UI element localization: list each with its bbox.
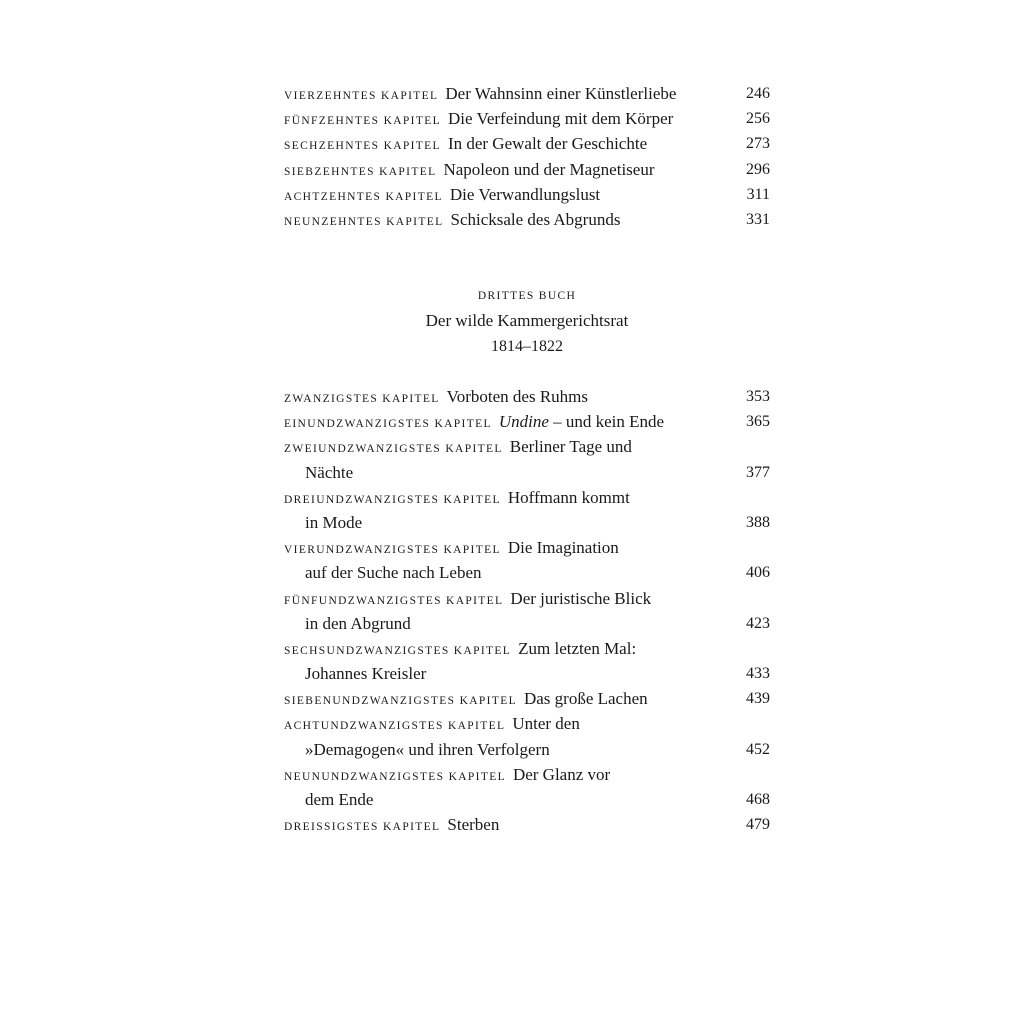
toc-entry-continuation[interactable] (284, 510, 770, 535)
chapter-title: In der Gewalt der Geschichte (447, 134, 648, 154)
page-number: 423 (746, 614, 770, 632)
chapter-title: Die Verfeindung mit dem Körper (447, 109, 674, 129)
toc-block-third-book (284, 384, 770, 837)
page-number: 246 (746, 85, 770, 102)
book-years: 1814–1822 (491, 338, 563, 355)
toc-entry-continuation[interactable] (284, 737, 770, 762)
chapter-label: SIEBENUNDZWANZIGSTES KAPITEL (284, 695, 517, 708)
chapter-label: SIEBZEHNTES KAPITEL (284, 165, 437, 178)
toc-entry[interactable] (284, 586, 770, 611)
chapter-title-continuation: dem Ende (305, 790, 374, 809)
chapter-label: DREISSIGSTES KAPITEL (284, 821, 441, 834)
chapter-title: Der juristische Blick (510, 588, 652, 608)
chapter-label: VIERZEHNTES KAPITEL (284, 90, 439, 102)
chapter-title: Der Wahnsinn einer Künstlerliebe (445, 84, 677, 103)
chapter-title-continuation: auf der Suche nach Leben (305, 563, 482, 583)
page-number: 468 (746, 791, 770, 808)
page-number: 256 (746, 110, 770, 128)
toc-entry[interactable] (284, 106, 770, 131)
chapter-title: Die Verwandlungslust (449, 184, 601, 204)
toc-entry[interactable] (284, 711, 770, 736)
page-number: 353 (746, 388, 770, 405)
toc-entry-continuation[interactable] (284, 560, 770, 585)
page-number: 365 (746, 413, 770, 431)
chapter-title-continuation: »Demagogen« und ihren Verfolgern (305, 739, 550, 759)
chapter-title: Vorboten des Ruhms (446, 387, 589, 406)
chapter-title-rest: – und kein Ende (548, 412, 665, 432)
toc-entry[interactable] (284, 207, 770, 232)
toc-entry[interactable] (284, 81, 770, 106)
chapter-title-continuation: Johannes Kreisler (305, 664, 427, 684)
chapter-title: Zum letzten Mal: (518, 638, 637, 658)
chapter-label: SECHZEHNTES KAPITEL (284, 140, 441, 153)
chapter-title: Unter den (512, 714, 580, 734)
toc-entry[interactable] (284, 182, 770, 207)
page-number: 433 (746, 665, 770, 683)
toc-entry[interactable] (284, 636, 770, 661)
toc-entry[interactable] (284, 384, 770, 409)
chapter-title (499, 412, 664, 431)
chapter-title-continuation: Nächte (305, 462, 354, 482)
chapter-label: FÜNFUNDZWANZIGSTES KAPITEL (284, 594, 504, 607)
chapter-title-italic: Undine (498, 412, 549, 432)
chapter-label: NEUNZEHNTES KAPITEL (284, 215, 444, 228)
toc-entry[interactable] (284, 409, 770, 434)
chapter-label: ZWEIUNDZWANZIGSTES KAPITEL (284, 443, 503, 456)
toc-entry-continuation[interactable] (284, 460, 770, 485)
toc-entry[interactable] (284, 535, 770, 560)
chapter-title-continuation: in Mode (305, 512, 363, 532)
chapter-title: Der Glanz vor (512, 764, 611, 784)
chapter-title: Das große Lachen (523, 689, 648, 709)
toc-entry-continuation[interactable] (284, 611, 770, 636)
page-number: 452 (746, 740, 770, 758)
toc-entry[interactable] (284, 131, 770, 156)
toc-entry[interactable] (284, 812, 770, 837)
chapter-label: ZWANZIGSTES KAPITEL (284, 393, 440, 405)
chapter-label: VIERUNDZWANZIGSTES KAPITEL (284, 544, 501, 557)
chapter-label: ACHTZEHNTES KAPITEL (284, 190, 443, 203)
chapter-title: Schicksale des Abgrunds (450, 209, 621, 229)
chapter-label: EINUNDZWANZIGSTES KAPITEL (284, 418, 492, 431)
book-label: DRITTES BUCH (477, 290, 577, 302)
toc-block-second-book-end (284, 81, 770, 232)
page-number: 331 (746, 210, 770, 228)
page-number: 377 (746, 463, 770, 481)
toc-entry[interactable] (284, 434, 770, 459)
page-number: 273 (746, 135, 770, 153)
toc-entry[interactable] (284, 157, 770, 182)
chapter-title: Die Imagination (507, 538, 619, 558)
page-number: 311 (746, 185, 770, 203)
chapter-label: ACHTUNDZWANZIGSTES KAPITEL (284, 720, 506, 733)
page-number: 479 (746, 816, 770, 834)
chapter-title: Hoffmann kommt (507, 487, 630, 507)
page-number: 406 (746, 564, 770, 582)
chapter-title: Sterben (447, 815, 500, 835)
toc-entry-continuation[interactable] (284, 787, 770, 812)
toc-entry-continuation[interactable] (284, 661, 770, 686)
toc-entry[interactable] (284, 686, 770, 711)
chapter-title-continuation: in den Abgrund (305, 613, 411, 633)
chapter-label: DREIUNDZWANZIGSTES KAPITEL (284, 493, 501, 506)
page-number: 388 (746, 513, 770, 531)
chapter-title: Berliner Tage und (509, 437, 632, 457)
toc-entry[interactable] (284, 762, 770, 787)
toc-entry[interactable] (284, 485, 770, 510)
book-title: Der wilde Kammergerichtsrat (425, 311, 629, 330)
chapter-label: FÜNFZEHNTES KAPITEL (284, 115, 441, 128)
chapter-title: Napoleon und der Magnetiseur (443, 159, 655, 179)
chapter-label: NEUNUNDZWANZIGSTES KAPITEL (284, 770, 506, 783)
page-number: 439 (746, 690, 770, 708)
page-number: 296 (746, 160, 770, 178)
chapter-label: SECHSUNDZWANZIGSTES KAPITEL (284, 644, 512, 657)
